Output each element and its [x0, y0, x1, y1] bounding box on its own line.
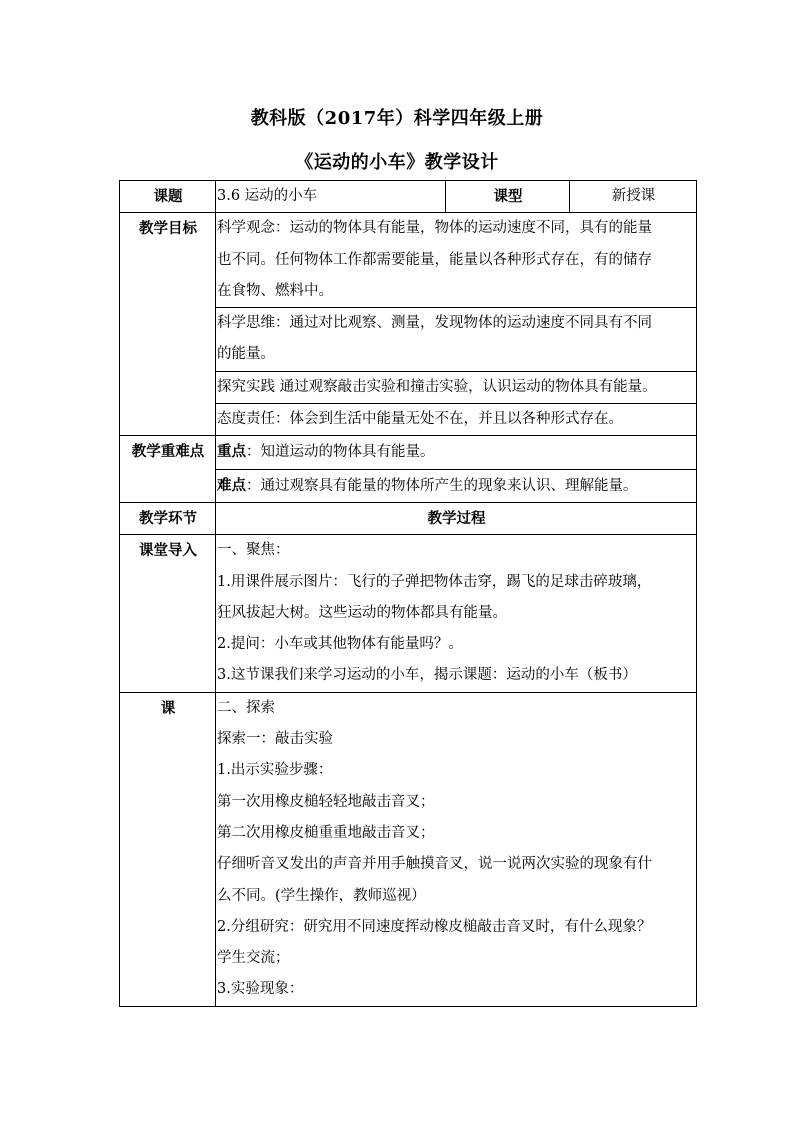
key-point-row	[120, 436, 697, 469]
text-line: 科学观念：运动的物体具有能量，物体的运动速度不同，具有的能量	[217, 220, 652, 237]
stage-header: 教学环节	[120, 502, 216, 534]
text-line: 么不同。(学生操作，教师巡视）	[217, 887, 426, 904]
section-header-row	[120, 502, 697, 534]
text-line: 学生交流；	[217, 950, 290, 967]
text-line: 狂风拔起大树。这些运动的物体都具有能量。	[217, 604, 507, 621]
info-row	[120, 181, 697, 213]
type-value: 新授课	[570, 181, 697, 213]
document-subtitle: 《运动的小车》教学设计	[295, 152, 499, 173]
key-label: 重点	[217, 443, 246, 461]
lesson-label: 课	[120, 692, 216, 1006]
text-line: 二、探索	[217, 699, 275, 716]
objective-row	[120, 213, 697, 308]
intro-content	[216, 535, 697, 692]
text-line: 探究实践 通过观察敲击实验和撞击实验，认识运动的物体具有能量。	[217, 378, 657, 395]
text-line: 的能量。	[217, 346, 275, 363]
topic-label: 课题	[120, 181, 216, 213]
key-points-label: 教学重难点	[120, 436, 216, 503]
objective-item	[216, 371, 697, 403]
intro-label: 课堂导入	[120, 535, 216, 692]
text-line: 第二次用橡皮槌重重地敲击音叉；	[217, 824, 435, 841]
difficult-point	[216, 469, 697, 502]
objective-item	[216, 308, 697, 372]
difficult-label: 难点	[217, 476, 246, 494]
text-line: 1.用课件展示图片：飞行的子弹把物体击穿，踢飞的足球击碎玻璃，	[217, 573, 652, 590]
text-line: 第一次用橡皮槌轻轻地敲击音叉；	[217, 793, 435, 810]
key-point	[216, 436, 697, 469]
text-line: 2.提问：小车或其他物体有能量吗？。	[217, 636, 463, 653]
intro-row	[120, 535, 697, 692]
text-line: 探索一：敲击实验	[217, 731, 333, 748]
lesson-plan-table	[119, 180, 697, 1007]
text-line: 一、聚焦：	[217, 542, 290, 559]
text-line: 2.分组研究：研究用不同速度挥动橡皮槌敲击音叉时，有什么现象？	[217, 918, 652, 935]
process-header: 教学过程	[216, 502, 697, 534]
type-label: 课型	[446, 181, 570, 213]
lesson-row	[120, 692, 697, 1006]
key-text: ：知道运动的物体具有能量。	[246, 444, 435, 461]
text-line: 科学思维：通过对比观察、测量，发现物体的运动速度不同具有不同	[217, 315, 652, 332]
text-line: 3.实验现象：	[217, 981, 304, 998]
lesson-content	[216, 692, 697, 1006]
objectives-label: 教学目标	[120, 213, 216, 436]
text-line: 在食物、燃料中。	[217, 282, 333, 299]
difficult-text: ：通过观察具有能量的物体所产生的现象来认识、理解能量。	[246, 477, 638, 494]
text-line: 1.出示实验步骤：	[217, 762, 333, 779]
text-line: 仔细听音叉发出的声音并用手触摸音叉，说一说两次实验的现象有什	[217, 856, 652, 873]
topic-value: 3.6 运动的小车	[216, 181, 446, 213]
text-line: 3.这节课我们来学习运动的小车，揭示课题：运动的小车（板书）	[217, 667, 637, 684]
text-line: 态度责任：体会到生活中能量无处不在，并且以各种形式存在。	[217, 411, 623, 428]
document-title: 教科版（2017年）科学四年级上册	[250, 108, 544, 129]
objective-item	[216, 213, 697, 308]
objective-item	[216, 404, 697, 436]
text-line: 也不同。任何物体工作都需要能量，能量以各种形式存在，有的储存	[217, 251, 652, 268]
